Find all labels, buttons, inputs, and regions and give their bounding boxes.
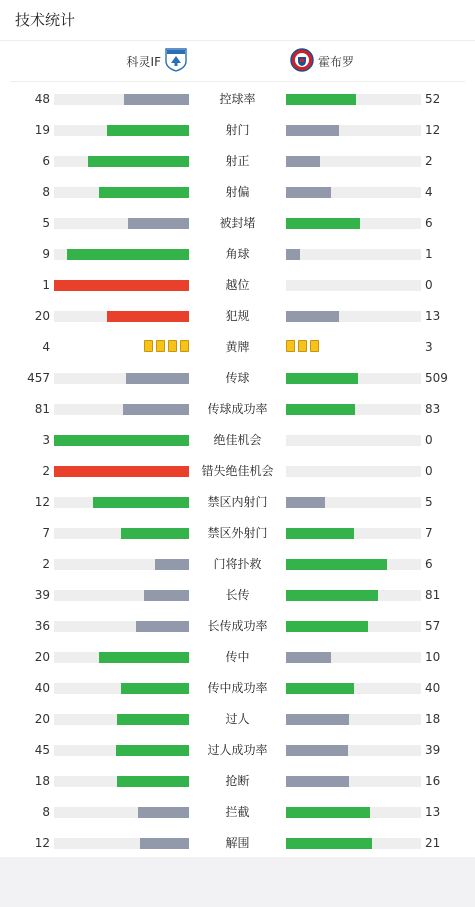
away-bar-track: [286, 497, 421, 508]
home-value: 2: [42, 557, 50, 571]
away-value: 509: [425, 371, 448, 385]
home-bar-fill: [116, 745, 189, 756]
away-bar-fill: [286, 683, 354, 694]
stat-row: [0, 394, 475, 425]
stat-row: [0, 239, 475, 270]
away-bar-track: [286, 466, 421, 477]
home-value: 36: [34, 619, 50, 633]
home-bar-fill: [54, 466, 189, 477]
away-bar-fill: [286, 187, 331, 198]
away-bar-track: [286, 218, 421, 229]
yellow-card-icon: [310, 340, 319, 352]
stat-label: 过人成功率: [207, 743, 268, 757]
home-bar-track: [54, 590, 189, 601]
away-bar-fill: [286, 559, 387, 570]
stat-label: 犯规: [225, 309, 250, 323]
kolding-if-crest-icon: [165, 48, 187, 75]
stat-label: 被封堵: [219, 216, 256, 230]
home-value: 7: [42, 526, 50, 540]
away-bar-fill: [286, 590, 378, 601]
home-value: 12: [34, 836, 50, 850]
stat-label: 射偏: [225, 185, 250, 199]
stat-row: [0, 673, 475, 704]
home-bar-fill: [155, 559, 189, 570]
home-bar-track: [54, 435, 189, 446]
stat-label: 拦截: [225, 805, 250, 819]
away-bar-fill: [286, 776, 349, 787]
page-title: 技术统计: [0, 0, 475, 41]
stat-label: 错失绝佳机会: [201, 464, 274, 478]
home-bar-track: [54, 218, 189, 229]
away-value: 16: [425, 774, 441, 788]
home-bar-fill: [140, 838, 189, 849]
away-bar-track: [286, 745, 421, 756]
stat-label: 角球: [225, 247, 250, 261]
home-value: 40: [34, 681, 50, 695]
stat-row: [0, 425, 475, 456]
home-value: 39: [34, 588, 50, 602]
stat-row: [0, 115, 475, 146]
away-bar-track: [286, 528, 421, 539]
home-bar-fill: [99, 652, 189, 663]
home-bar-fill: [93, 497, 189, 508]
away-team-name: 霍布罗: [318, 54, 355, 69]
away-bar-track: [286, 404, 421, 415]
away-bar-track: [286, 311, 421, 322]
home-bar-track: [54, 497, 189, 508]
away-bar-track: [286, 838, 421, 849]
stat-row: [0, 797, 475, 828]
away-value: 0: [425, 464, 433, 478]
stat-label: 解围: [225, 836, 250, 850]
away-bar-fill: [286, 528, 354, 539]
stat-label: 长传成功率: [207, 619, 268, 633]
stat-label: 传中: [225, 650, 250, 664]
stat-row: [0, 518, 475, 549]
yellow-card-icon: [144, 340, 153, 352]
hobro-crest-icon: [290, 48, 314, 75]
stat-label: 门将扑救: [213, 557, 262, 571]
home-bar-fill: [54, 435, 189, 446]
home-value: 9: [42, 247, 50, 261]
away-bar-track: [286, 559, 421, 570]
stat-label: 控球率: [219, 92, 256, 106]
home-value: 45: [34, 743, 50, 757]
away-bar-track: [286, 280, 421, 291]
away-bar-fill: [286, 621, 368, 632]
yellow-card-icon: [168, 340, 177, 352]
away-value: 0: [425, 433, 433, 447]
home-bar-track: [54, 187, 189, 198]
away-bar-fill: [286, 404, 355, 415]
home-bar-fill: [88, 156, 189, 167]
stat-row: [0, 735, 475, 766]
stat-row: [0, 766, 475, 797]
home-bar-fill: [123, 404, 189, 415]
home-bar-fill: [54, 280, 189, 291]
home-bar-fill: [136, 621, 189, 632]
yellow-card-icon: [286, 340, 295, 352]
home-bar-fill: [121, 528, 189, 539]
away-bar-track: [286, 435, 421, 446]
away-bar-fill: [286, 714, 349, 725]
home-value: 20: [34, 712, 50, 726]
stat-row: [0, 580, 475, 611]
stat-label: 抢断: [225, 774, 250, 788]
away-value: 83: [425, 402, 441, 416]
away-value: 40: [425, 681, 441, 695]
away-yellow-cards: [286, 340, 319, 352]
away-bar-fill: [286, 218, 360, 229]
stat-row: [0, 208, 475, 239]
away-bar-track: [286, 714, 421, 725]
away-value: 0: [425, 278, 433, 292]
away-value: 39: [425, 743, 441, 757]
stat-label: 传球成功率: [207, 402, 268, 416]
away-value: 1: [425, 247, 433, 261]
home-value: 2: [42, 464, 50, 478]
away-bar-track: [286, 776, 421, 787]
home-bar-fill: [138, 807, 189, 818]
home-value: 19: [34, 123, 50, 137]
home-bar-fill: [124, 94, 189, 105]
away-value: 10: [425, 650, 441, 664]
home-bar-track: [54, 652, 189, 663]
stat-row: [0, 332, 475, 363]
home-value: 20: [34, 650, 50, 664]
home-value: 8: [42, 185, 50, 199]
home-bar-track: [54, 528, 189, 539]
stat-label: 射门: [225, 123, 250, 137]
home-bar-fill: [117, 776, 189, 787]
away-value: 4: [425, 185, 433, 199]
teams-header: [10, 41, 465, 82]
stat-label: 绝佳机会: [213, 433, 262, 447]
away-bar-track: [286, 621, 421, 632]
stat-row: [0, 828, 475, 859]
stat-label: 越位: [225, 278, 250, 292]
stat-row: [0, 84, 475, 115]
stat-label: 传中成功率: [207, 681, 268, 695]
home-value: 8: [42, 805, 50, 819]
home-bar-fill: [67, 249, 189, 260]
away-value: 13: [425, 309, 441, 323]
home-bar-fill: [144, 590, 189, 601]
away-bar-track: [286, 249, 421, 260]
away-bar-fill: [286, 373, 358, 384]
away-value: 52: [425, 92, 441, 106]
away-value: 2: [425, 154, 433, 168]
stat-row: [0, 704, 475, 735]
yellow-card-icon: [298, 340, 307, 352]
home-bar-track: [54, 466, 189, 477]
away-bar-fill: [286, 838, 372, 849]
home-bar-track: [54, 404, 189, 415]
away-bar-fill: [286, 652, 331, 663]
home-yellow-cards: [144, 340, 189, 352]
away-bar-track: [286, 373, 421, 384]
away-value: 13: [425, 805, 441, 819]
stat-row: [0, 363, 475, 394]
away-bar-track: [286, 683, 421, 694]
away-bar-track: [286, 807, 421, 818]
home-bar-track: [54, 621, 189, 632]
stat-row: [0, 549, 475, 580]
away-value: 21: [425, 836, 441, 850]
stat-label: 禁区外射门: [207, 526, 268, 540]
stat-label: 传球: [225, 371, 250, 385]
stat-label: 过人: [225, 712, 250, 726]
home-bar-track: [54, 280, 189, 291]
stat-label: 长传: [225, 588, 250, 602]
away-value: 18: [425, 712, 441, 726]
away-bar-track: [286, 187, 421, 198]
home-team-name: 科灵IF: [126, 54, 161, 69]
stat-row: [0, 177, 475, 208]
away-bar-fill: [286, 125, 339, 136]
home-bar-fill: [126, 373, 189, 384]
home-bar-fill: [99, 187, 189, 198]
home-value: 1: [42, 278, 50, 292]
stat-row: [0, 487, 475, 518]
away-team[interactable]: [290, 49, 354, 73]
yellow-card-icon: [180, 340, 189, 352]
home-bar-fill: [107, 125, 189, 136]
home-value: 5: [42, 216, 50, 230]
home-value: 12: [34, 495, 50, 509]
home-value: 20: [34, 309, 50, 323]
home-value: 3: [42, 433, 50, 447]
stat-row: [0, 301, 475, 332]
away-bar-fill: [286, 497, 325, 508]
stat-label: 禁区内射门: [207, 495, 268, 509]
stat-row: [0, 642, 475, 673]
home-bar-track: [54, 683, 189, 694]
home-value: 6: [42, 154, 50, 168]
away-bar-track: [286, 94, 421, 105]
home-team[interactable]: [127, 49, 187, 73]
stat-row: [0, 270, 475, 301]
away-bar-fill: [286, 745, 348, 756]
home-bar-track: [54, 776, 189, 787]
home-bar-track: [54, 249, 189, 260]
home-bar-track: [54, 745, 189, 756]
stat-label: 射正: [225, 154, 250, 168]
away-value: 6: [425, 216, 433, 230]
away-bar-track: [286, 125, 421, 136]
away-bar-fill: [286, 311, 339, 322]
stat-row: [0, 456, 475, 487]
away-value: 81: [425, 588, 441, 602]
away-bar-fill: [286, 156, 320, 167]
away-bar-track: [286, 652, 421, 663]
away-bar-fill: [286, 249, 300, 260]
home-value: 457: [27, 371, 50, 385]
away-bar-fill: [286, 807, 370, 818]
home-bar-fill: [117, 714, 189, 725]
home-bar-track: [54, 807, 189, 818]
away-bar-fill: [286, 94, 356, 105]
away-bar-track: [286, 156, 421, 167]
home-bar-track: [54, 559, 189, 570]
stats-list: [0, 82, 475, 859]
away-value: 5: [425, 495, 433, 509]
away-bar-track: [286, 590, 421, 601]
stat-row: [0, 146, 475, 177]
home-value: 18: [34, 774, 50, 788]
home-bar-track: [54, 94, 189, 105]
home-bar-track: [54, 838, 189, 849]
away-value: 57: [425, 619, 441, 633]
home-value: 48: [34, 92, 50, 106]
away-value: 6: [425, 557, 433, 571]
home-bar-track: [54, 125, 189, 136]
stat-row: [0, 611, 475, 642]
away-value: 3: [425, 340, 433, 354]
stat-label: 黄牌: [225, 340, 250, 354]
home-value: 4: [42, 340, 50, 354]
home-value: 81: [34, 402, 50, 416]
home-bar-fill: [107, 311, 189, 322]
home-bar-track: [54, 311, 189, 322]
away-value: 12: [425, 123, 441, 137]
away-value: 7: [425, 526, 433, 540]
home-bar-track: [54, 156, 189, 167]
home-bar-fill: [121, 683, 189, 694]
home-bar-track: [54, 373, 189, 384]
home-bar-fill: [128, 218, 189, 229]
home-bar-track: [54, 714, 189, 725]
yellow-card-icon: [156, 340, 165, 352]
